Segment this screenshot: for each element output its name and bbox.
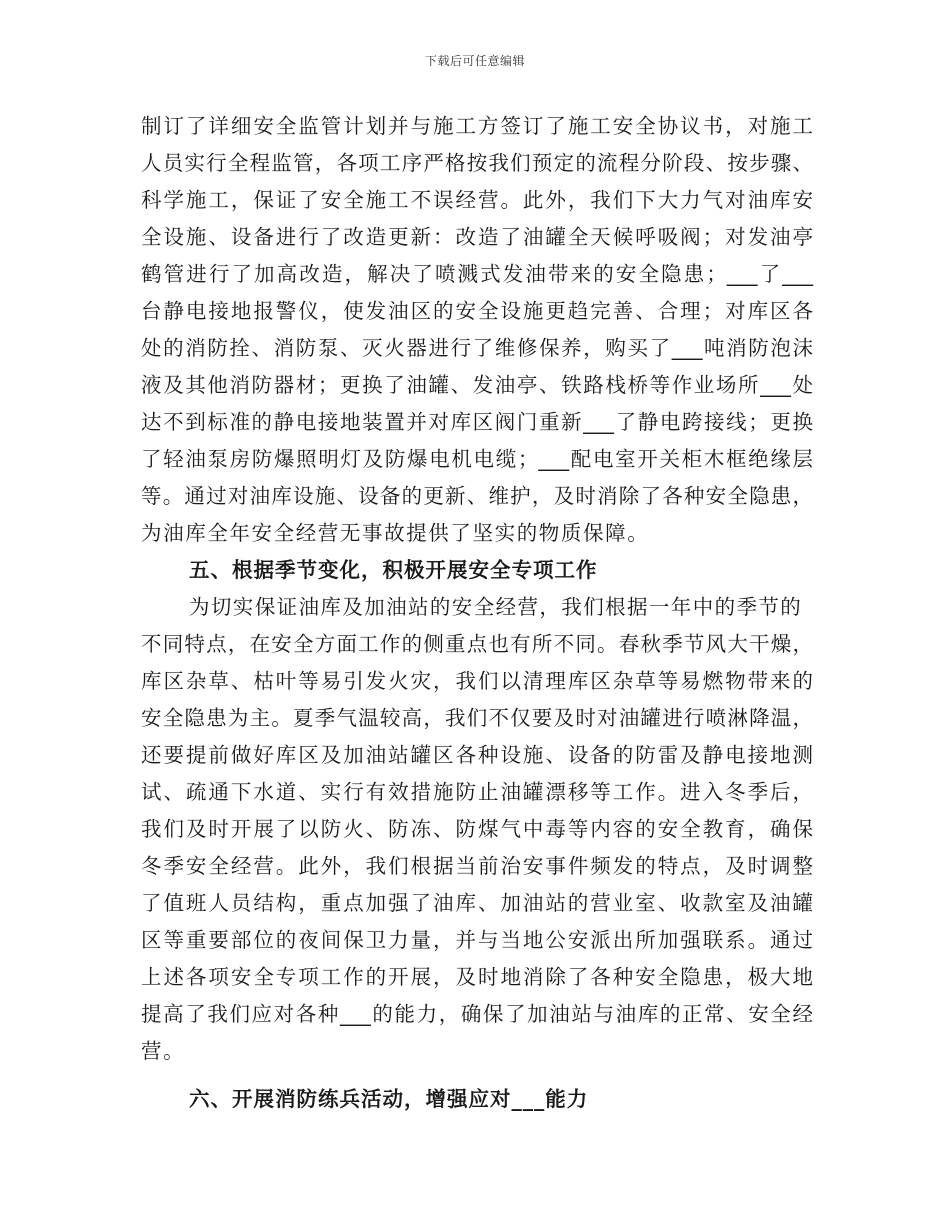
paragraph-line: 全设施、设备进行了改造更新：改造了油罐全天候呼吸阀；对发油亭 bbox=[141, 225, 813, 249]
paragraph-line: 科学施工，保证了安全施工不误经营。此外，我们下大力气对油库安 bbox=[141, 188, 813, 212]
paragraph-line: 为切实保证油库及加油站的安全经营，我们根据一年中的季节的 bbox=[189, 595, 803, 619]
paragraph-line: 不同特点，在安全方面工作的侧重点也有所不同。春秋季节风大干燥， bbox=[141, 632, 813, 656]
paragraph-line: 提高了我们应对各种___的能力，确保了加油站与油库的正常、安全经 bbox=[141, 1002, 813, 1026]
paragraph-line: 我们及时开展了以防火、防冻、防煤气中毒等内容的安全教育，确保 bbox=[141, 817, 813, 841]
paragraph-line: 制订了详细安全监管计划并与施工方签订了施工安全协议书，对施工 bbox=[141, 114, 813, 138]
paragraph-line: 上述各项安全专项工作的开展，及时地消除了各种安全隐患，极大地 bbox=[141, 965, 813, 989]
paragraph-line: 还要提前做好库区及加油站罐区各种设施、设备的防雷及静电接地测 bbox=[141, 743, 813, 767]
paragraph-line: 为油库全年安全经营无事故提供了坚实的物质保障。 bbox=[141, 521, 650, 545]
paragraph-line: 冬季安全经营。此外，我们根据当前治安事件频发的特点，及时调整 bbox=[141, 854, 813, 878]
paragraph-line: 鹤管进行了加高改造，解决了喷溅式发油带来的安全隐患；___了___ bbox=[141, 262, 813, 286]
paragraph-line: 处的消防拴、消防泵、灭火器进行了维修保养，购买了___吨消防泡沫 bbox=[141, 336, 813, 360]
paragraph-line: 达不到标准的静电接地装置并对库区阀门重新___了静电跨接线；更换 bbox=[141, 410, 813, 434]
paragraph-line: 库区杂草、枯叶等易引发火灾，我们以清理库区杂草等易燃物带来的 bbox=[141, 669, 813, 693]
document-body bbox=[141, 108, 813, 1118]
paragraph-line: 了轻油泵房防爆照明灯及防爆电机电缆；___配电室开关柜木框绝缘层 bbox=[141, 447, 813, 471]
paragraph-line: 人员实行全程监管，各项工序严格按我们预定的流程分阶段、按步骤、 bbox=[141, 151, 813, 175]
paragraph-line: 等。通过对油库设施、设备的更新、维护，及时消除了各种安全隐患， bbox=[141, 484, 813, 508]
paragraph-line: 营。 bbox=[141, 1039, 186, 1063]
paragraph-line: 试、疏通下水道、实行有效措施防止油罐漂移等工作。进入冬季后， bbox=[141, 780, 813, 804]
paragraph-line: 液及其他消防器材；更换了油罐、发油亭、铁路栈桥等作业场所___处 bbox=[141, 373, 813, 397]
section-heading-6: 六、开展消防练兵活动，增强应对___能力 bbox=[189, 1087, 589, 1111]
paragraph-line: 台静电接地报警仪，使发油区的安全设施更趋完善、合理；对库区各 bbox=[141, 299, 813, 323]
paragraph-line: 了值班人员结构，重点加强了油库、加油站的营业室、收款室及油罐 bbox=[141, 891, 813, 915]
page-header-note: 下载后可任意编辑 bbox=[424, 54, 525, 68]
paragraph-line: 区等重要部位的夜间保卫力量，并与当地公安派出所加强联系。通过 bbox=[141, 928, 813, 952]
section-heading-5: 五、根据季节变化，积极开展安全专项工作 bbox=[189, 558, 598, 582]
paragraph-line: 安全隐患为主。夏季气温较高，我们不仅要及时对油罐进行喷淋降温， bbox=[141, 706, 813, 730]
